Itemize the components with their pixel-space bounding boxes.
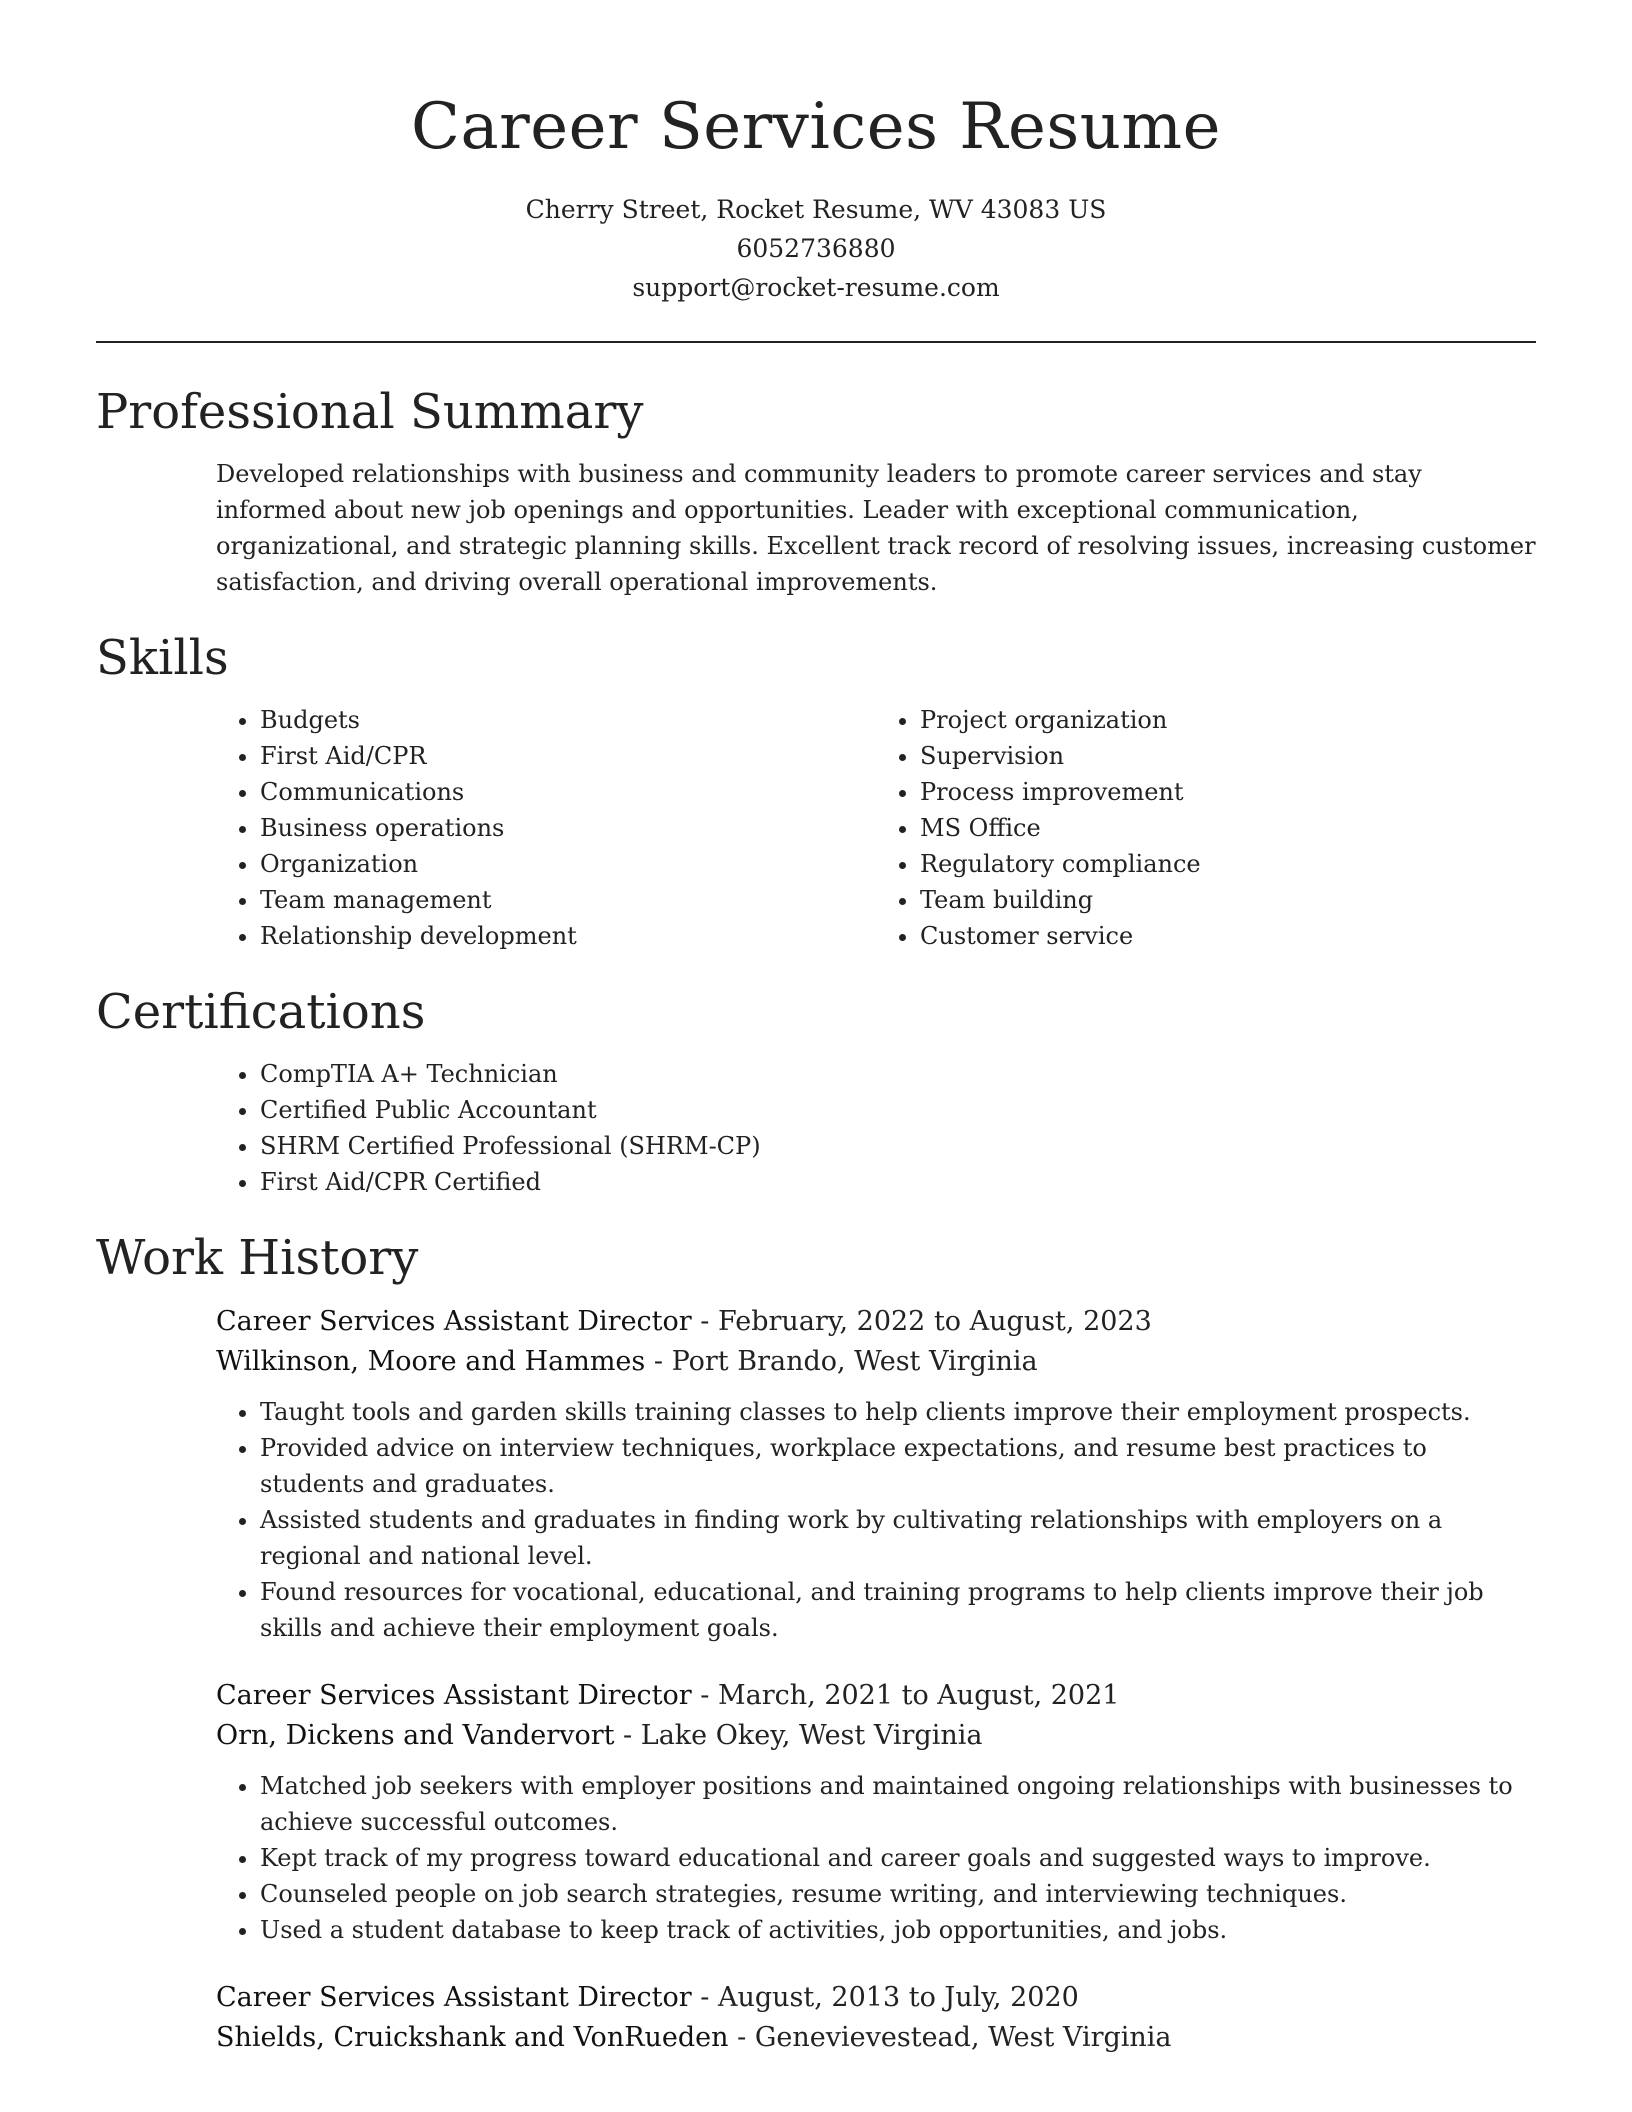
job-duty: • Found resources for vocational, educational, and training programs to help clients improve their job skills and achieve their employment goals.	[260, 1574, 1536, 1646]
job-duty: • Used a student database to keep track of activities, job opportunities, and jobs.	[260, 1912, 1536, 1948]
job-duty: • Kept track of my progress toward educational and career goals and suggested ways to improve.	[260, 1840, 1536, 1876]
summary-text: Developed relationships with business and community leaders to promote career services and stay informed about new job openings and opportunities. Leader with exceptional communication, organizational, and strategic planning skills. Excellent track record of resolving issues, increasing customer satisfaction, and driving overall operational improvements.	[216, 460, 1536, 596]
job-location: Port Brando, West Virginia	[671, 1346, 1038, 1377]
header-divider	[96, 341, 1536, 343]
certification-item: • CompTIA A+ Technician	[260, 1056, 1536, 1092]
email: support@rocket-resume.com	[632, 273, 1000, 302]
work-history-heading: Work History	[96, 1230, 419, 1286]
job-title: Career Services Assistant Director	[216, 1306, 692, 1337]
job-title-line: Career Services Assistant Director - August, 2013 to July, 2020	[216, 1982, 1079, 2013]
phone: 6052736880	[736, 234, 896, 263]
job-dates: February, 2022 to August, 2023	[718, 1306, 1152, 1337]
summary-section	[96, 380, 1536, 600]
job-title-line: Career Services Assistant Director - March, 2021 to August, 2021	[216, 1680, 1120, 1711]
skill-item: • Customer service	[920, 918, 1536, 954]
skills-heading: Skills	[96, 630, 229, 686]
skill-item: • Regulatory compliance	[920, 846, 1536, 882]
job-company: Shields, Cruickshank and VonRueden	[216, 2022, 729, 2053]
certification-item: • First Aid/CPR Certified	[260, 1164, 1536, 1200]
job-duty: • Assisted students and graduates in finding work by cultivating relationships with employers on a regional and national level.	[260, 1502, 1536, 1574]
job-dates: August, 2013 to July, 2020	[718, 1982, 1079, 2013]
certifications-section	[96, 980, 1536, 1200]
job-company-line: Wilkinson, Moore and Hammes - Port Brando, West Virginia	[216, 1346, 1038, 1377]
skill-item: • Communications	[260, 774, 876, 810]
job-duty: • Matched job seekers with employer positions and maintained ongoing relationships with businesses to achieve successful outcomes.	[260, 1768, 1536, 1840]
skill-item: • Business operations	[260, 810, 876, 846]
job-duty: • Provided advice on interview techniques, workplace expectations, and resume best practices to students and graduates.	[260, 1430, 1536, 1502]
skill-item: • Supervision	[920, 738, 1536, 774]
resume-title: Career Services Resume	[411, 90, 1221, 164]
job-company: Orn, Dickens and Vandervort	[216, 1720, 615, 1751]
job-entry	[216, 1978, 1536, 2058]
job-title-line: Career Services Assistant Director - February, 2022 to August, 2023	[216, 1306, 1152, 1337]
job-entry	[216, 1676, 1536, 1948]
job-duty: • Counseled people on job search strategies, resume writing, and interviewing techniques.	[260, 1876, 1536, 1912]
certification-item: • Certified Public Accountant	[260, 1092, 1536, 1128]
skill-item: • Team management	[260, 882, 876, 918]
job-location: Lake Okey, West Virginia	[640, 1720, 983, 1751]
skill-item: • Organization	[260, 846, 876, 882]
job-company-line: Orn, Dickens and Vandervort - Lake Okey, West Virginia	[216, 1720, 983, 1751]
resume-body	[96, 380, 1536, 2058]
job-duties	[216, 1768, 1536, 1948]
certification-item: • SHRM Certified Professional (SHRM-CP)	[260, 1128, 1536, 1164]
resume-header	[0, 82, 1632, 307]
contact-info	[0, 190, 1632, 307]
skills-list-right	[876, 702, 1536, 954]
job-company-line: Shields, Cruickshank and VonRueden - Genevievestead, West Virginia	[216, 2022, 1172, 2053]
address: Cherry Street, Rocket Resume, WV 43083 US	[525, 195, 1107, 224]
job-duties	[216, 1394, 1536, 1646]
skills-list-left	[216, 702, 876, 954]
summary-heading: Professional Summary	[96, 384, 644, 440]
skill-item: • Project organization	[920, 702, 1536, 738]
job-duty: • Taught tools and garden skills training classes to help clients improve their employment prospects.	[260, 1394, 1536, 1430]
work-history-section	[96, 1226, 1536, 2058]
skills-grid	[216, 702, 1536, 954]
skills-section	[96, 626, 1536, 954]
skill-item: • First Aid/CPR	[260, 738, 876, 774]
job-title: Career Services Assistant Director	[216, 1680, 692, 1711]
skill-item: • MS Office	[920, 810, 1536, 846]
skill-item: • Budgets	[260, 702, 876, 738]
job-company: Wilkinson, Moore and Hammes	[216, 1346, 646, 1377]
skill-item: • Team building	[920, 882, 1536, 918]
job-dates: March, 2021 to August, 2021	[718, 1680, 1120, 1711]
skill-item: • Process improvement	[920, 774, 1536, 810]
certifications-list	[216, 1056, 1536, 1200]
skill-item: • Relationship development	[260, 918, 876, 954]
job-location: Genevievestead, West Virginia	[754, 2022, 1172, 2053]
job-title: Career Services Assistant Director	[216, 1982, 692, 2013]
job-entry	[216, 1302, 1536, 1646]
certifications-heading: Certifications	[96, 984, 426, 1040]
